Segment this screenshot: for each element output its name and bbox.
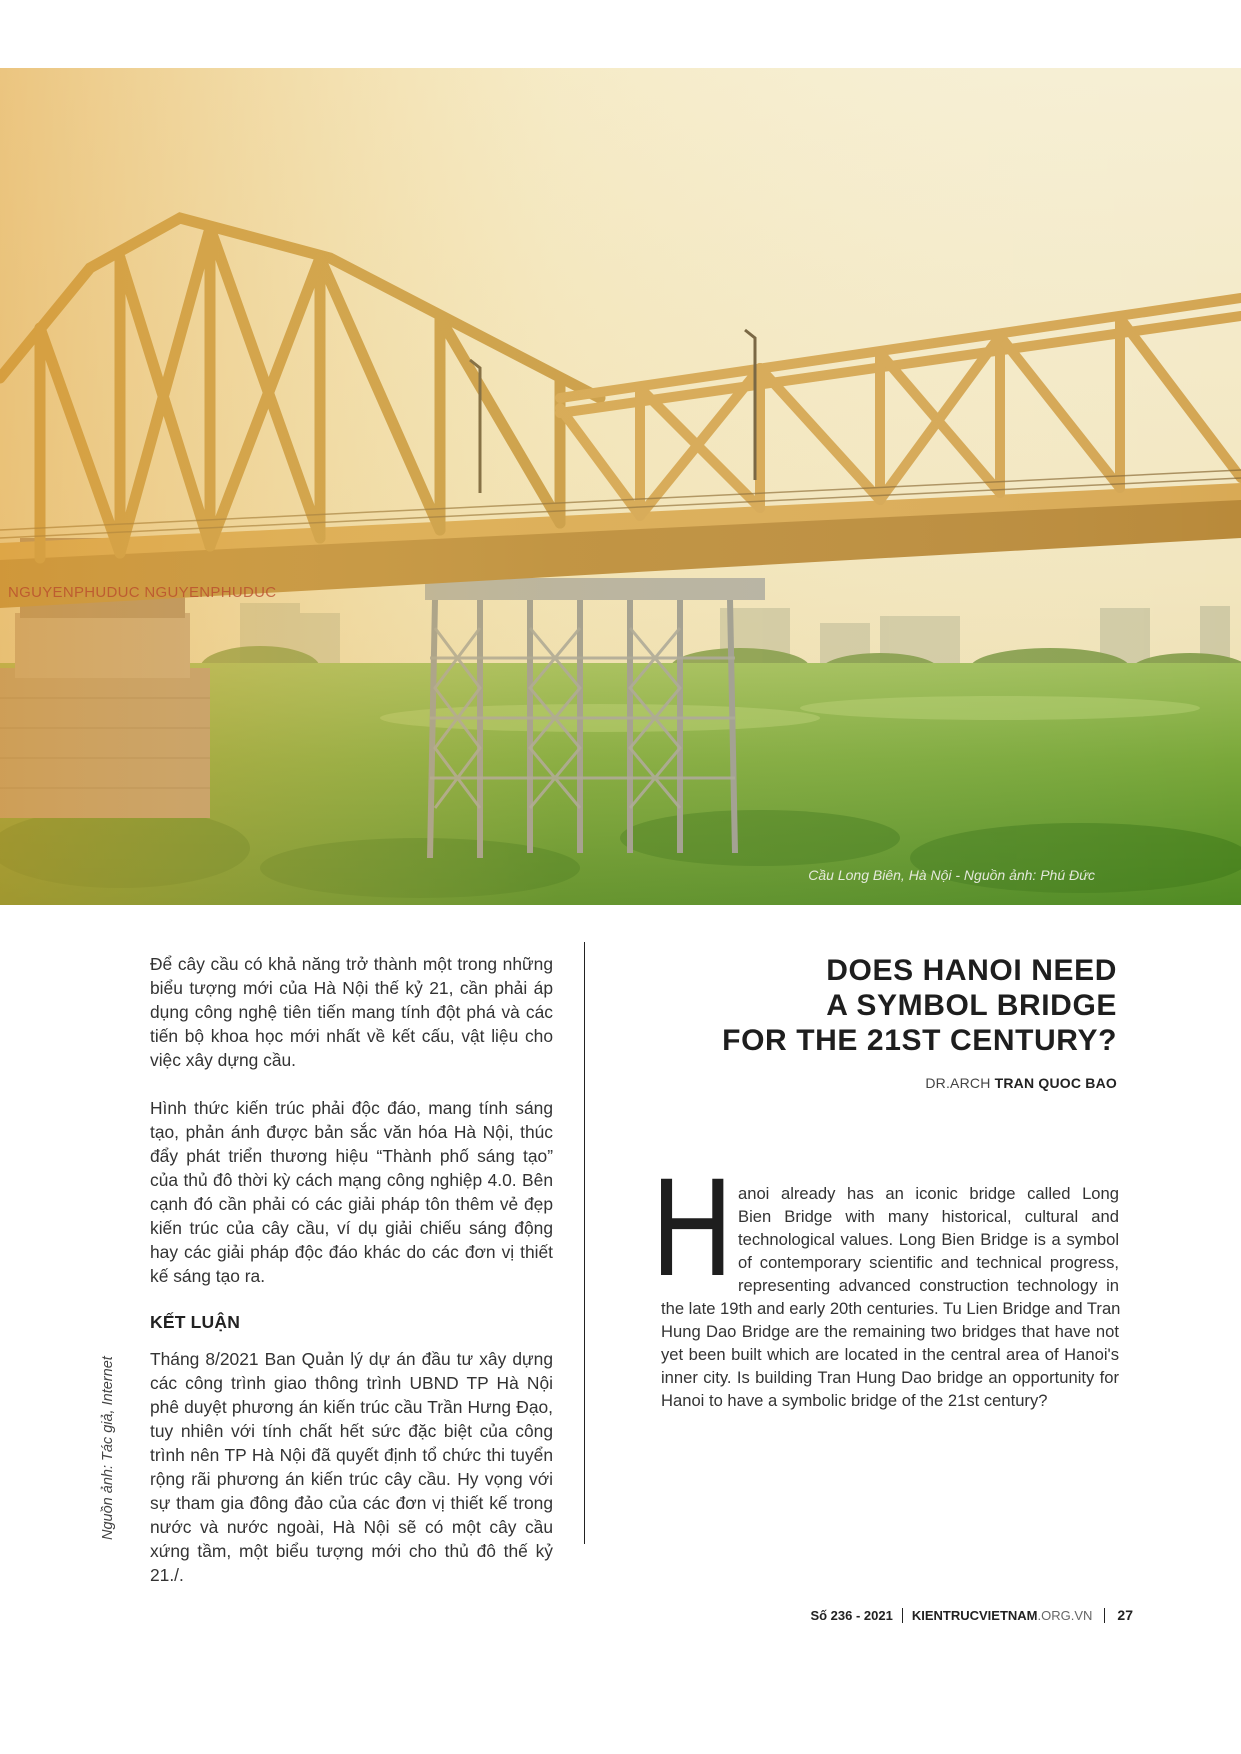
abstract-line: the late 19th and early 20th centuries. Tu Lien Bridge and Tran	[661, 1299, 1121, 1318]
abstract-line: anoi already has an iconic bridge called Long	[738, 1184, 1119, 1203]
site-name: KIENTRUCVIETNAM	[911, 1607, 1038, 1623]
article-headline	[557, 953, 1117, 1058]
photo-watermark: NGUYENPHUDUC NGUYENPHUDUC	[8, 584, 277, 601]
left-column	[150, 952, 553, 1611]
body-paragraph: Hình thức kiến trúc phải độc đáo, mang tính sáng tạo, phản ánh được bản sắc văn hóa Hà Nội, thúc đẩy phát triển thương hiệu “Thành phố sáng tạo” của thủ đô thời kỳ cách mạng công nghiệp 4.0. Bên cạnh đó cần phải có các giải pháp tôn thêm vẻ đẹp kiến trúc của cây cầu, ví dụ giải chiếu sáng động hay các giải pháp độc đáo khác do các đơn vị thiết kế sáng tạo ra.	[150, 1098, 553, 1286]
hero-photo	[0, 68, 1241, 905]
abstract-line: representing advanced construction technology in	[738, 1276, 1119, 1295]
drop-cap: H	[650, 1153, 735, 1307]
abstract-line: inner city. Is building Tran Hung Dao bridge an opportunity for	[661, 1368, 1119, 1387]
author-name: TRAN QUOC BAO	[994, 1075, 1117, 1091]
page-number: 27	[1117, 1607, 1133, 1623]
byline	[925, 1075, 1117, 1091]
issue-number: Số 236 - 2021	[810, 1608, 902, 1623]
abstract-line: Bien Bridge with many historical, cultural and	[738, 1207, 1119, 1226]
body-paragraph: Để cây cầu có khả năng trở thành một trong những biểu tượng mới của Hà Nội thế kỷ 21, cần phải áp dụng công nghệ tiên tiến mang tính đột phá và các tiến bộ khoa học mới nhất về kết cấu, vật liệu cho việc xây dựng cầu.	[150, 954, 553, 1070]
headline-line: FOR THE 21ST CENTURY?	[722, 1024, 1117, 1057]
byline-prefix: DR.ARCH	[925, 1075, 991, 1091]
image-source-credit: Nguồn ảnh: Tác giả, Internet	[100, 1356, 116, 1540]
photo-caption: Cầu Long Biên, Hà Nội - Nguồn ảnh: Phú Đức	[808, 867, 1095, 883]
abstract	[661, 1182, 1119, 1412]
body-paragraph: Tháng 8/2021 Ban Quản lý dự án đầu tư xây dựng các công trình giao thông trình UBND TP Hà Nội phê duyệt phương án kiến trúc cầu Trần Hưng Đạo, tuy nhiên với tính chất hết sức đặc biệt của công trình nên TP Hà Nội đã quyết định tổ chức thi tuyển rộng rãi phương án kiến trúc cây cầu. Hy vọng với sự tham gia đông đảo của các đơn vị thiết kế trong nước và nước ngoài, Hà Nội sẽ có một cây cầu xứng tầm, một biểu tượng mới cho thủ đô thế kỷ 21./.	[150, 1349, 553, 1585]
abstract-line: Hanoi to have a symbolic bridge of the 21st century?	[661, 1391, 1048, 1410]
headline-line: DOES HANOI NEED	[826, 954, 1117, 987]
abstract-line: of contemporary scientific and technical progress,	[738, 1253, 1119, 1272]
abstract-line: yet been built which are located in the central area of Hanoi's	[661, 1345, 1119, 1364]
section-heading: KẾT LUẬN	[150, 1312, 241, 1332]
website	[903, 1608, 1106, 1623]
bridge-illustration	[0, 68, 1241, 905]
page-footer	[810, 1603, 1133, 1627]
abstract-line: technological values. Long Bien Bridge is a symbol	[738, 1230, 1119, 1249]
site-domain: .ORG.VN	[1037, 1607, 1093, 1623]
abstract-line: Hung Dao Bridge are the remaining two bridges that have not	[661, 1322, 1119, 1341]
headline-line: A SYMBOL BRIDGE	[826, 989, 1117, 1022]
